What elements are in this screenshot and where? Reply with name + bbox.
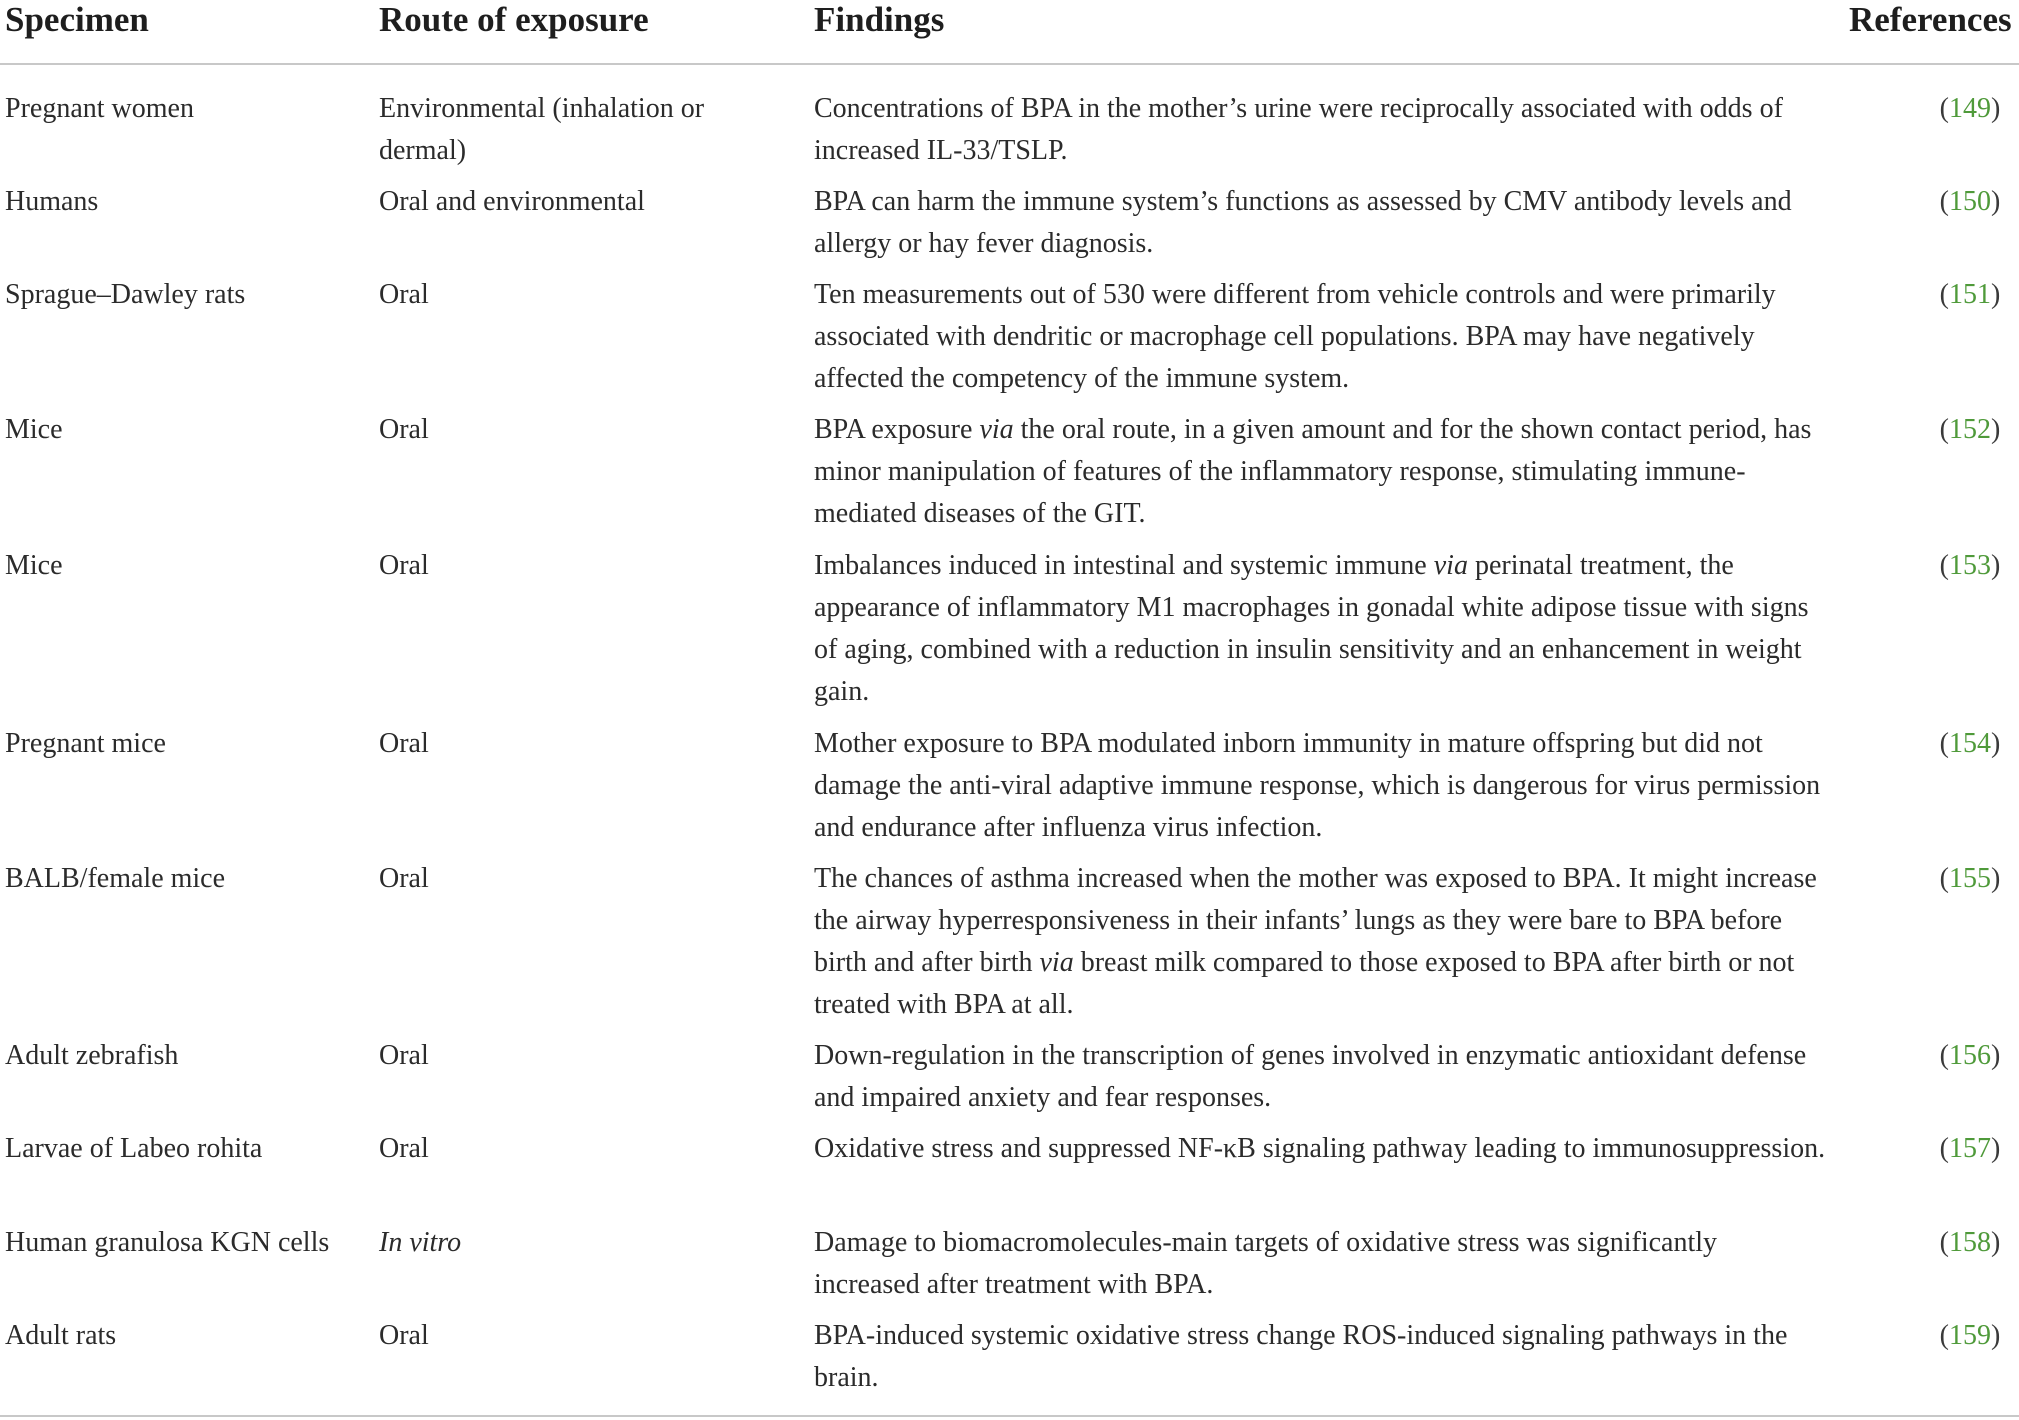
header-references: References: [1849, 0, 2012, 39]
table-header: [0, 0, 2019, 62]
cell-reference: (150): [1939, 186, 2001, 217]
cell-route: Oral: [379, 550, 429, 581]
cell-findings: Down-regulation in the transcription of genes involved in enzymatic antioxidant defense and impaired anxiety and fear responses.: [814, 1040, 1807, 1113]
cell-findings: Damage to biomacromolecules-main targets of oxidative stress was significantly increased after treatment with BPA.: [814, 1227, 1718, 1300]
cell-reference: (157): [1939, 1133, 2001, 1164]
header-specimen: Specimen: [5, 0, 149, 39]
cell-findings: BPA exposure via the oral route, in a given amount and for the shown contact period, has minor manipulation of features of the inflammatory response, stimulating immune-mediated diseases of the GIT.: [814, 414, 1812, 529]
cell-reference: (155): [1939, 863, 2001, 894]
reference-link[interactable]: 158: [1949, 1227, 1991, 1258]
cell-reference: (153): [1939, 550, 2001, 581]
cell-findings: Mother exposure to BPA modulated inborn immunity in mature offspring but did not damage the anti-viral adaptive immune response, which is dangerous for virus permission and endurance after influenza virus infection.: [814, 728, 1821, 843]
cell-reference: (154): [1939, 728, 2001, 759]
reference-link[interactable]: 152: [1949, 414, 1991, 445]
cell-reference: (158): [1939, 1227, 2001, 1258]
cell-specimen: Pregnant women: [5, 93, 194, 124]
cell-findings: Concentrations of BPA in the mother’s urine were reciprocally associated with odds of increased IL-33/TSLP.: [814, 93, 1783, 166]
header-findings: Findings: [814, 0, 945, 39]
cell-specimen: Human granulosa KGN cells: [5, 1227, 330, 1258]
cell-route: Oral: [379, 863, 429, 894]
cell-route: Oral: [379, 414, 429, 445]
reference-link[interactable]: 153: [1949, 550, 1991, 581]
cell-reference: (149): [1939, 93, 2001, 124]
cell-specimen: Mice: [5, 414, 63, 445]
cell-route: Oral: [379, 1133, 429, 1164]
cell-specimen: BALB/female mice: [5, 863, 226, 894]
cell-route: Oral: [379, 728, 429, 759]
reference-link[interactable]: 150: [1949, 186, 1991, 217]
header-route: Route of exposure: [379, 0, 649, 39]
cell-reference: (159): [1939, 1320, 2001, 1351]
cell-findings: The chances of asthma increased when the mother was exposed to BPA. It might increase the airway hyperresponsiveness in their infants’ lungs as they were bare to BPA before birth and after birth via breast milk compared to those exposed to BPA after birth or not treated with BPA at all.: [814, 863, 1817, 1020]
cell-reference: (151): [1939, 279, 2001, 310]
cell-route: Oral: [379, 1320, 429, 1351]
cell-route: Environmental (inhalation or dermal): [379, 93, 705, 166]
cell-reference: (152): [1939, 414, 2001, 445]
cell-findings: BPA can harm the immune system’s functions as assessed by CMV antibody levels and allergy or hay fever diagnosis.: [814, 186, 1792, 259]
cell-findings: Imbalances induced in intestinal and systemic immune via perinatal treatment, the appearance of inflammatory M1 macrophages in gonadal white adipose tissue with signs of aging, combined with a reduction in insulin sensitivity and an enhancement in weight gain.: [814, 550, 1809, 707]
reference-link[interactable]: 149: [1949, 93, 1991, 124]
footer-rule: [0, 1415, 2019, 1417]
cell-route: Oral: [379, 1040, 429, 1071]
cell-specimen: Larvae of Labeo rohita: [5, 1133, 263, 1164]
reference-link[interactable]: 157: [1949, 1133, 1991, 1164]
cell-route: Oral and environmental: [379, 186, 645, 217]
cell-specimen: Humans: [5, 186, 99, 217]
cell-specimen: Pregnant mice: [5, 728, 166, 759]
cell-specimen: Adult rats: [5, 1320, 117, 1351]
cell-route: Oral: [379, 279, 429, 310]
cell-findings: Oxidative stress and suppressed NF-κB signaling pathway leading to immunosuppression.: [814, 1133, 1826, 1164]
cell-findings: BPA-induced systemic oxidative stress change ROS-induced signaling pathways in the brain.: [814, 1320, 1788, 1393]
header-rule: [0, 63, 2019, 65]
reference-link[interactable]: 155: [1949, 863, 1991, 894]
cell-specimen: Sprague–Dawley rats: [5, 279, 246, 310]
cell-findings: Ten measurements out of 530 were different from vehicle controls and were primarily associated with dendritic or macrophage cell populations. BPA may have negatively affected the competency of the immune system.: [814, 279, 1776, 394]
cell-specimen: Adult zebrafish: [5, 1040, 179, 1071]
reference-link[interactable]: 154: [1949, 728, 1991, 759]
cell-route: In vitro: [379, 1227, 462, 1258]
reference-link[interactable]: 159: [1949, 1320, 1991, 1351]
reference-link[interactable]: 156: [1949, 1040, 1991, 1071]
cell-reference: (156): [1939, 1040, 2001, 1071]
cell-specimen: Mice: [5, 550, 63, 581]
reference-link[interactable]: 151: [1949, 279, 1991, 310]
